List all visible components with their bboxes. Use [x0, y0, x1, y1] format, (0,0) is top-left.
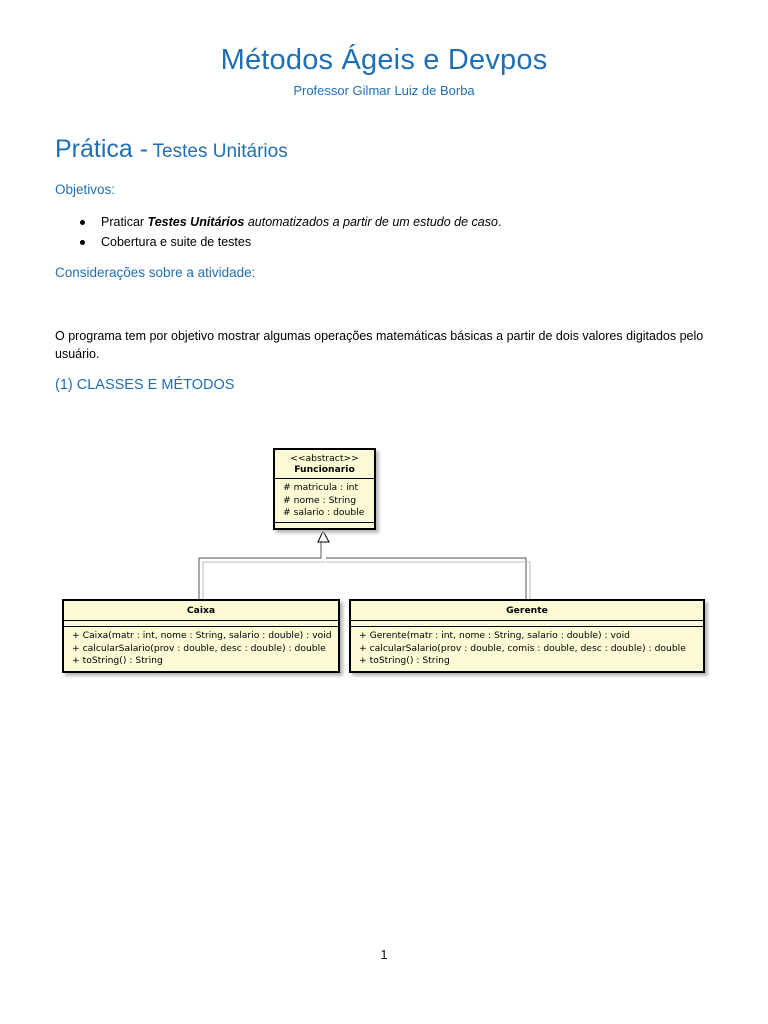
uml-method: + Caixa(matr : int, nome : String, salario : double) : void	[72, 630, 332, 641]
uml-attribute: # matricula : int	[283, 482, 359, 493]
uml-method: + toString() : String	[359, 655, 450, 666]
intro-paragraph: O programa tem por objetivo mostrar algumas operações matemáticas básicas a partir de dois valores digitados pelo usuário.	[55, 329, 704, 361]
uml-class-name: Funcionario	[294, 464, 355, 475]
uml-method: + toString() : String	[72, 655, 163, 666]
inheritance-line-gerente-shadow	[326, 562, 530, 600]
objective-period: .	[497, 215, 502, 229]
document-title: Métodos Ágeis e Devpos	[220, 44, 548, 76]
objective-italic: automatizados a partir de um estudo de caso	[244, 215, 498, 229]
practice-topic: Testes Unitários	[152, 141, 288, 162]
uml-method: + Gerente(matr : int, nome : String, salario : double) : void	[359, 630, 630, 641]
inheritance-line-gerente	[326, 558, 526, 600]
uml-attribute: # nome : String	[283, 494, 357, 506]
practice-label: Prática -	[55, 135, 149, 163]
uml-class-gerente	[349, 599, 705, 673]
objectives-heading: Objetivos:	[55, 182, 116, 197]
objective-text: Cobertura e suite de testes	[101, 235, 252, 249]
objective-text: Praticar	[101, 215, 148, 229]
uml-class-name: Caixa	[64, 601, 338, 621]
uml-stereotype: <<abstract>>	[290, 453, 359, 464]
uml-class-caixa	[62, 599, 340, 673]
document-subtitle: Professor Gilmar Luiz de Borba	[293, 83, 475, 98]
considerations-heading: Considerações sobre a atividade:	[55, 265, 256, 280]
uml-class-name: Gerente	[351, 601, 703, 621]
uml-class-funcionario	[273, 448, 376, 530]
inheritance-arrow	[318, 531, 329, 542]
page-number: 1	[380, 948, 388, 962]
uml-method: + calcularSalario(prov : double, desc : double) : double	[72, 642, 326, 654]
uml-method: + calcularSalario(prov : double, comis : double, desc : double) : double	[359, 642, 686, 654]
inheritance-line-caixa	[199, 541, 321, 600]
uml-attribute: # salario : double	[283, 507, 365, 518]
objective-emphasis: Testes Unitários	[147, 215, 245, 229]
inheritance-line-caixa-shadow	[203, 562, 325, 600]
section-heading: (1) CLASSES E MÉTODOS	[55, 377, 235, 393]
